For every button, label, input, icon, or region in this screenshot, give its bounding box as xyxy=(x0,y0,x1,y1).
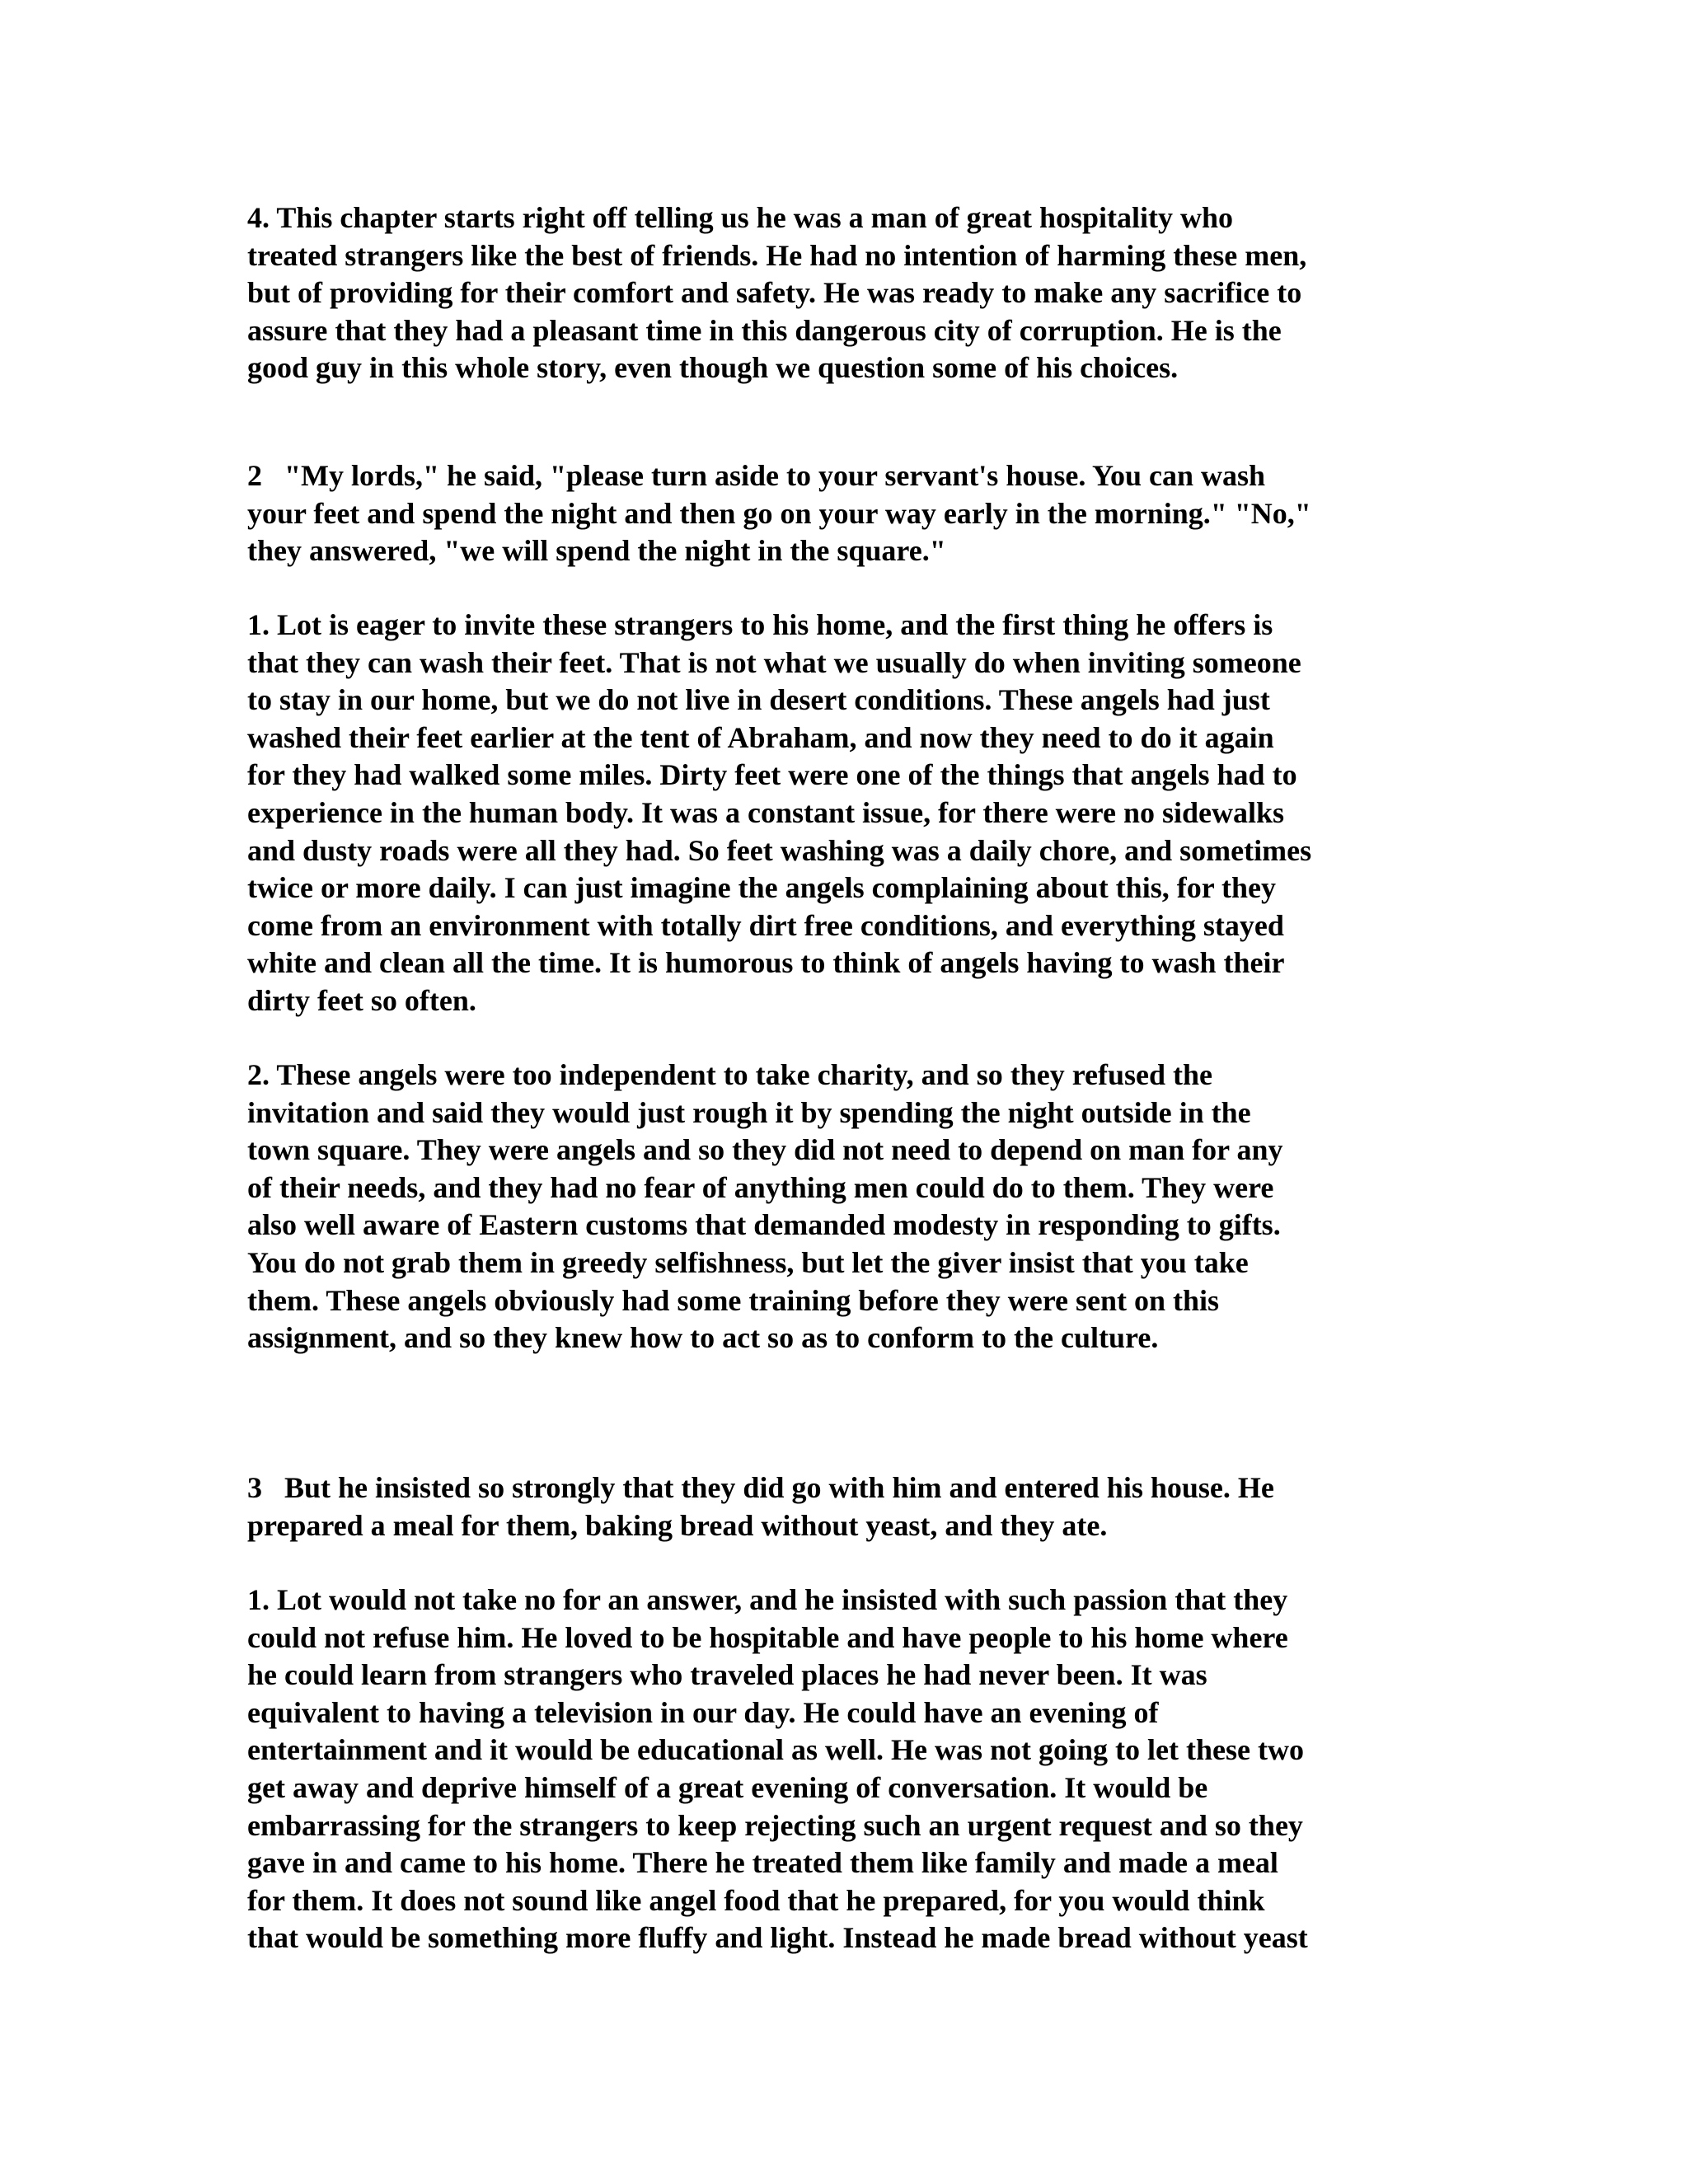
text-line: could not refuse him. He loved to be hospitable and have people to his home where xyxy=(247,1620,1288,1654)
commentary-paragraph xyxy=(247,607,1451,1020)
text-line: white and clean all the time. It is humorous to think of angels having to wash their xyxy=(247,946,1285,980)
text-line: of their needs, and they had no fear of anything men could do to them. They were xyxy=(247,1170,1274,1204)
text-line: 4. This chapter starts right off telling us he was a man of great hospitality who xyxy=(247,201,1234,234)
text-line: get away and deprive himself of a great evening of conversation. It would be xyxy=(247,1770,1208,1804)
text-line: for they had walked some miles. Dirty feet were one of the things that angels had to xyxy=(247,758,1297,792)
text-line: they answered, "we will spend the night in the square." xyxy=(247,534,946,568)
text-line: washed their feet earlier at the tent of Abraham, and now they need to do it again xyxy=(247,720,1274,754)
text-line: equivalent to having a television in our day. He could have an evening of xyxy=(247,1695,1159,1729)
text-line: he could learn from strangers who traveled places he had never been. It was xyxy=(247,1658,1207,1692)
commentary-paragraph xyxy=(247,1582,1451,1957)
text-line: gave in and came to his home. There he treated them like family and made a meal xyxy=(247,1846,1278,1880)
text-line: assignment, and so they knew how to act so as to conform to the culture. xyxy=(247,1321,1159,1355)
text-line: 2. These angels were too independent to take charity, and so they refused the xyxy=(247,1058,1213,1091)
text-line: 1. Lot would not take no for an answer, and he insisted with such passion that they xyxy=(247,1583,1288,1616)
text-line: that they can wash their feet. That is not what we usually do when inviting someone xyxy=(247,645,1301,679)
text-line: 3 But he insisted so strongly that they did go with him and entered his house. He xyxy=(247,1471,1274,1504)
commentary-paragraph xyxy=(247,199,1451,387)
text-line: treated strangers like the best of friends. He had no intention of harming these men, xyxy=(247,238,1307,272)
text-line: come from an environment with totally dirt free conditions, and everything stayed xyxy=(247,908,1284,942)
text-line: but of providing for their comfort and safety. He was ready to make any sacrifice to xyxy=(247,276,1302,310)
text-line: assure that they had a pleasant time in this dangerous city of corruption. He is the xyxy=(247,313,1282,347)
text-line: experience in the human body. It was a constant issue, for there were no sidewalks xyxy=(247,795,1285,829)
text-line: twice or more daily. I can just imagine the angels complaining about this, for they xyxy=(247,871,1277,905)
text-line: also well aware of Eastern customs that demanded modesty in responding to gifts. xyxy=(247,1208,1281,1242)
commentary-paragraph xyxy=(247,1057,1451,1357)
text-line: dirty feet so often. xyxy=(247,983,476,1017)
text-line: embarrassing for the strangers to keep rejecting such an urgent request and so they xyxy=(247,1808,1303,1842)
text-line: for them. It does not sound like angel food that he prepared, for you would think xyxy=(247,1883,1265,1917)
text-line: good guy in this whole story, even though we question some of his choices. xyxy=(247,351,1179,385)
text-line: 1. Lot is eager to invite these strangers to his home, and the first thing he offers is xyxy=(247,608,1273,641)
text-line: and dusty roads were all they had. So feet washing was a daily chore, and sometimes xyxy=(247,833,1312,867)
text-line: prepared a meal for them, baking bread without yeast, and they ate. xyxy=(247,1508,1108,1542)
text-line: 2 "My lords," he said, "please turn aside to your servant's house. You can wash xyxy=(247,459,1266,492)
text-line: entertainment and it would be educational as well. He was not going to let these two xyxy=(247,1733,1304,1767)
verse-paragraph xyxy=(247,457,1451,570)
text-line: them. These angels obviously had some training before they were sent on this xyxy=(247,1283,1220,1317)
text-line: your feet and spend the night and then go on your way early in the morning." "No," xyxy=(247,496,1311,530)
text-line: You do not grab them in greedy selfishness, but let the giver insist that you take xyxy=(247,1245,1249,1279)
verse-paragraph xyxy=(247,1469,1451,1544)
text-line: invitation and said they would just rough it by spending the night outside in the xyxy=(247,1095,1251,1129)
text-line: town square. They were angels and so they did not need to depend on man for any xyxy=(247,1133,1283,1167)
text-line: that would be something more fluffy and light. Instead he made bread without yeast xyxy=(247,1921,1308,1955)
text-line: to stay in our home, but we do not live in desert conditions. These angels had just xyxy=(247,683,1270,717)
